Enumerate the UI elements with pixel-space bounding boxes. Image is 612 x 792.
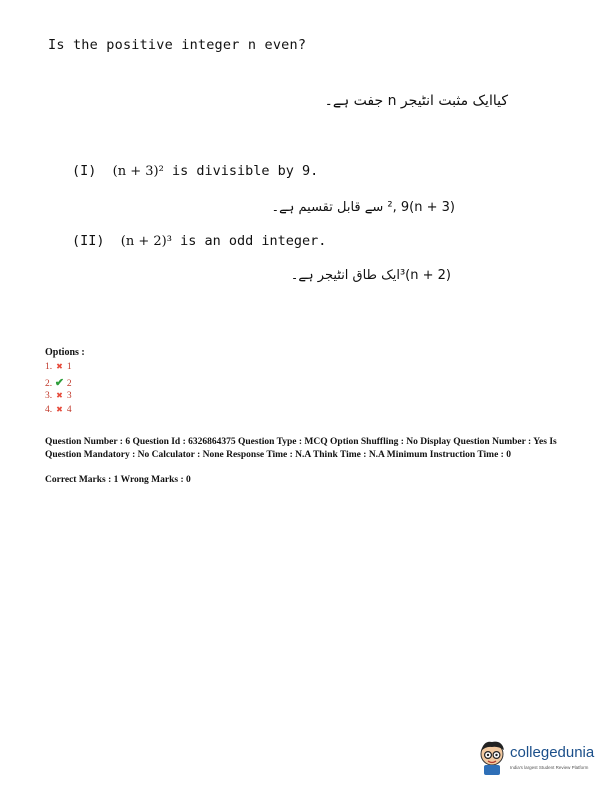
cross-icon: ✖ [56,405,63,414]
statement-2-math: (n + 2)³ [120,234,172,249]
logo-tagline: India's largest Student Review Platform [510,765,589,770]
question-marks: Correct Marks : 1 Wrong Marks : 0 [45,475,191,485]
statement-1-english [72,163,318,179]
statement-2-text: is an odd integer. [180,233,327,249]
cross-icon: ✖ [56,391,63,400]
statement-2-english [72,233,326,249]
option-3: 3. ✖ 3 [45,391,72,401]
cross-icon: ✖ [56,362,63,371]
question-metadata: Question Number : 6 Question Id : 6326864375 Question Type : MCQ Option Shuffling : No Display Question Number : Yes Is Question Mandatory : No Calculator : None Response Time : N.A Think Time : N.A Minimum Instruction Time : 0 [45,437,557,460]
statement-2-label: (II) [72,233,105,249]
student-mascot-icon [478,740,508,776]
statement-1-text: is divisible by 9. [171,163,319,179]
option-4: 4. ✖ 4 [45,405,72,415]
logo-wordmark: collegedunia [510,744,595,761]
options-heading: Options : [45,347,85,358]
option-2: 2. ✔ 2 [45,377,72,389]
statement-1-label: (I) [72,163,97,179]
statement-2-urdu: (n + 2)³ایک طاق انٹیجر ہے۔ [290,268,451,283]
option-1: 1. ✖ 1 [45,362,72,372]
statement-1-math: (n + 3)² [112,164,164,179]
statement-1-urdu: (n + 3)², 9 سے قابل تقسیم ہے۔ [271,200,455,215]
question-urdu: کیاایک مثبت انٹیجر n جفت ہے۔ [324,93,508,109]
question-english: Is the positive integer n even? [48,37,307,53]
check-icon: ✔ [54,377,65,389]
